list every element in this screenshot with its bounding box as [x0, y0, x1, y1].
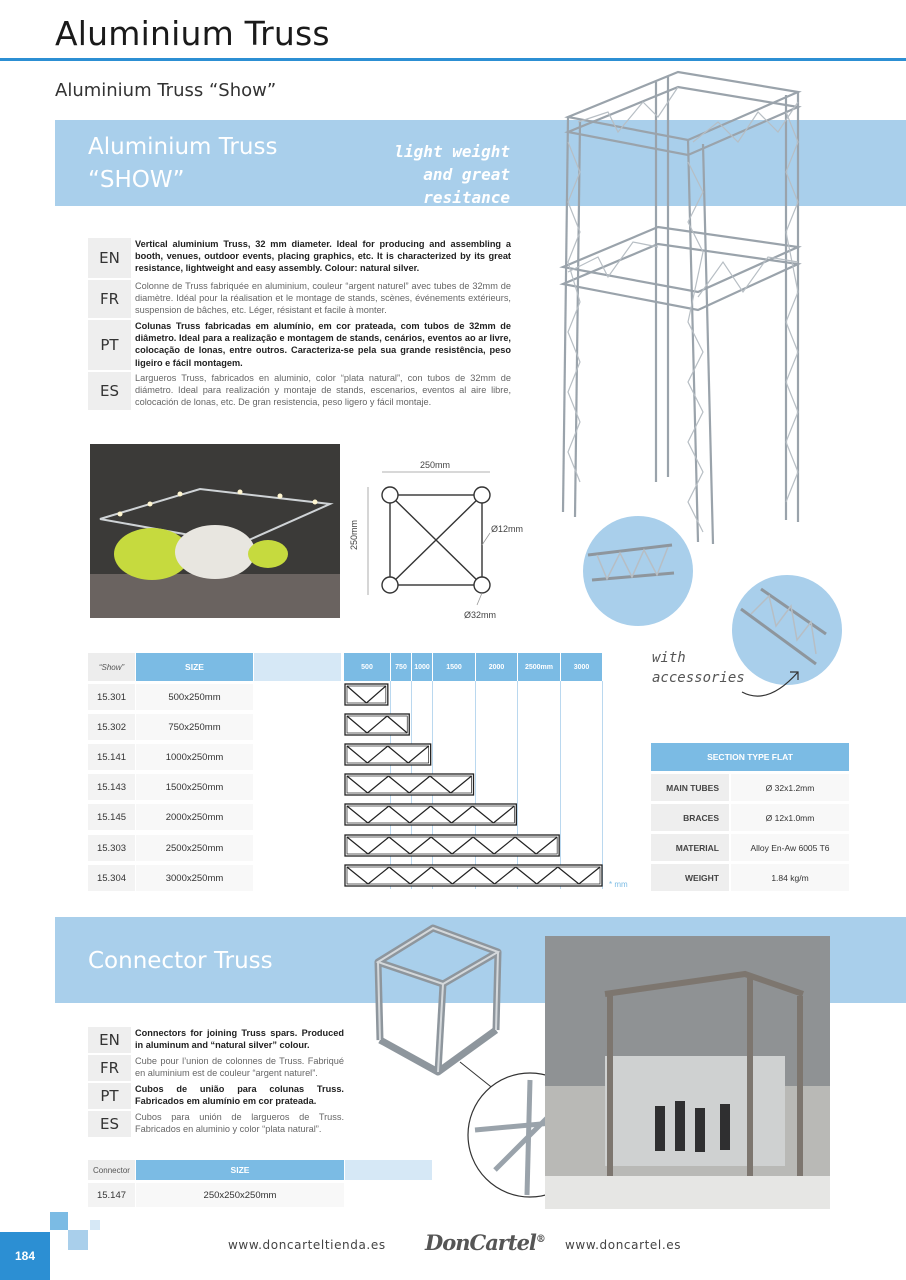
- cube-connector-illustration: [358, 922, 518, 1082]
- spec-value: Alloy En-Aw 6005 T6: [731, 834, 849, 861]
- footer-link-tienda[interactable]: www.doncarteltienda.es: [228, 1238, 386, 1252]
- connector-desc-text-en: Connectors for joining Truss spars. Produced in aluminum and “natural silver” colour.: [135, 1028, 344, 1051]
- connector-stand-photo: [545, 936, 830, 1209]
- lang-code-es: ES: [88, 1111, 131, 1137]
- spec-value: Ø 32x1.2mm: [731, 774, 849, 801]
- show-desc-es: [88, 372, 511, 410]
- diagram-tube-label: Ø32mm: [464, 610, 497, 620]
- truss-bar-15.302: [345, 714, 409, 735]
- connector-desc-en: [88, 1027, 344, 1053]
- truss-bar-15.304: [345, 865, 602, 886]
- show-row-ref: 15.145: [88, 804, 135, 830]
- exhibition-photo: [90, 444, 340, 618]
- desc-text-pt: Colunas Truss fabricadas em alumínio, em cor prateada, com tubos de 32mm de diâmetro. Ideal para a realização e montagem de stands, cenários, eventos ao ar livre, colocação de lonas, entre outros. Caracteriza-se pela sua grande resistência, peso ligeiro e fácil montagem.: [135, 321, 511, 368]
- accessories-line1: with: [652, 650, 686, 666]
- show-title-line2: “SHOW”: [88, 167, 185, 193]
- desc-text-fr: Colonne de Truss fabriquée en aluminium, couleur “argent naturel” avec tubes de 32mm de diamètre. Idéal pour la réalisation et le montage de stands, scènes, événements extérieurs, suspension de bâches, etc. Léger, résistant et facile à monter.: [135, 281, 511, 316]
- length-header-1500: 1500: [433, 653, 475, 681]
- truss-bar-15.141: [345, 744, 431, 765]
- truss-bar-15.143: [345, 774, 474, 795]
- show-row-ref: 15.303: [88, 835, 135, 861]
- lang-code-pt: PT: [88, 320, 131, 370]
- accessories-arrow-icon: [738, 654, 808, 704]
- connector-table-ref-header: Connector: [88, 1160, 135, 1180]
- desc-text-en: Vertical aluminium Truss, 32 mm diameter. Ideal for producing and assembling a booth, venues, outdoor events, placing graphics, etc. It is characterized by its great resistance, lightweight and easy assembly. Colour: natural silver.: [135, 239, 511, 274]
- unit-note: * mm: [609, 880, 628, 889]
- spec-value: 1.84 kg/m: [731, 864, 849, 891]
- page-number: 184: [0, 1232, 50, 1280]
- lang-code-en: EN: [88, 1027, 131, 1053]
- show-table-size-header: SIZE: [136, 653, 253, 681]
- spec-label: MAIN TUBES: [651, 774, 729, 801]
- show-table-spacer-header: [254, 653, 341, 681]
- connector-desc-fr: [88, 1055, 344, 1081]
- spec-table-title: SECTION TYPE FLAT: [651, 743, 849, 771]
- accessories-line2: accessories: [652, 670, 745, 686]
- desc-text-es: Largueros Truss, fabricados en aluminio, color “plata natural”, con tubos de 32mm de diámetro. Ideal para realización y montaje de stands, escenarios, eventos al aire libre, colocación de lonas, etc. De gran resistencia, peso ligero y fácil montaje.: [135, 373, 511, 408]
- page-subtitle: Aluminium Truss “Show”: [55, 80, 277, 101]
- lang-code-pt: PT: [88, 1083, 131, 1109]
- footer-deco-square-large: [50, 1212, 68, 1230]
- tagline-line2: and great resitance: [423, 165, 510, 207]
- show-row-ref: 15.143: [88, 774, 135, 800]
- diagram-height-label: 250mm: [349, 519, 360, 551]
- truss-bar-15.303: [345, 835, 559, 856]
- connector-desc-text-es: Cubos para unión de largueros de Truss. Fabricados en aluminio y color “plata natural”.: [135, 1112, 344, 1135]
- connector-row-ref: 15.147: [88, 1183, 135, 1207]
- show-row-size: 1000x250mm: [136, 744, 253, 770]
- show-tagline: [330, 140, 510, 209]
- show-row-size: 2000x250mm: [136, 804, 253, 830]
- truss-detail-circle-1: [582, 515, 694, 627]
- length-header-500: 500: [344, 653, 390, 681]
- tagline-line1: light weight: [394, 142, 510, 161]
- connector-table-spacer: [345, 1160, 432, 1180]
- connector-banner-title: Connector Truss: [88, 948, 273, 974]
- lang-code-en: EN: [88, 238, 131, 278]
- show-row-size: 500x250mm: [136, 684, 253, 710]
- truss-bar-15.145: [345, 804, 516, 825]
- brand-name: DonCartel: [425, 1230, 536, 1255]
- accessories-note: [652, 648, 745, 688]
- show-row-size: 3000x250mm: [136, 865, 253, 891]
- length-header-750: 750: [391, 653, 411, 681]
- show-row-ref: 15.302: [88, 714, 135, 740]
- show-row-size: 1500x250mm: [136, 774, 253, 800]
- lang-code-fr: FR: [88, 1055, 131, 1081]
- lang-code-fr: FR: [88, 280, 131, 318]
- length-header-1000: 1000: [412, 653, 432, 681]
- truss-tower-illustration: [548, 62, 818, 550]
- connector-desc-text-fr: Cube pour l’union de colonnes de Truss. Fabriqué en aluminium est de couleur “argent naturel”.: [135, 1056, 344, 1079]
- connector-row-size: 250x250x250mm: [136, 1183, 344, 1207]
- spec-value: Ø 12x1.0mm: [731, 804, 849, 831]
- diagram-width-label: 250mm: [420, 460, 451, 470]
- show-table-ref-header: “Show”: [88, 653, 135, 681]
- diagram-brace-label: Ø12mm: [491, 524, 524, 534]
- show-row-ref: 15.141: [88, 744, 135, 770]
- lang-code-es: ES: [88, 372, 131, 410]
- connector-desc-pt: [88, 1083, 344, 1109]
- connector-desc-es: [88, 1111, 344, 1137]
- doncartel-logo: [425, 1230, 545, 1255]
- spec-label: BRACES: [651, 804, 729, 831]
- cross-section-diagram: [352, 455, 532, 625]
- show-desc-pt: [88, 320, 511, 370]
- brand-mark: ®: [535, 1234, 545, 1245]
- spec-label: WEIGHT: [651, 864, 729, 891]
- truss-length-bars: [340, 681, 610, 891]
- footer-deco-square-small: [90, 1220, 100, 1230]
- spec-label: MATERIAL: [651, 834, 729, 861]
- connector-table-size-header: SIZE: [136, 1160, 344, 1180]
- footer-link-doncartel[interactable]: www.doncartel.es: [565, 1238, 682, 1252]
- footer-deco-square-pale: [68, 1230, 88, 1250]
- show-row-ref: 15.304: [88, 865, 135, 891]
- length-header-3000: 3000: [561, 653, 602, 681]
- show-desc-en: [88, 238, 511, 278]
- page-title: Aluminium Truss: [55, 14, 330, 53]
- length-header-2000: 2000: [476, 653, 517, 681]
- show-row-ref: 15.301: [88, 684, 135, 710]
- show-title-line1: Aluminium Truss: [88, 134, 278, 160]
- show-row-size: 750x250mm: [136, 714, 253, 740]
- connector-desc-text-pt: Cubos de união para colunas Truss. Fabricados em alumínio em cor prateada.: [135, 1084, 344, 1107]
- show-row-size: 2500x250mm: [136, 835, 253, 861]
- show-desc-fr: [88, 280, 511, 318]
- show-banner-title: [88, 131, 277, 197]
- title-divider: [0, 58, 906, 61]
- truss-bar-15.301: [345, 684, 388, 705]
- length-header-2500: 2500mm: [518, 653, 560, 681]
